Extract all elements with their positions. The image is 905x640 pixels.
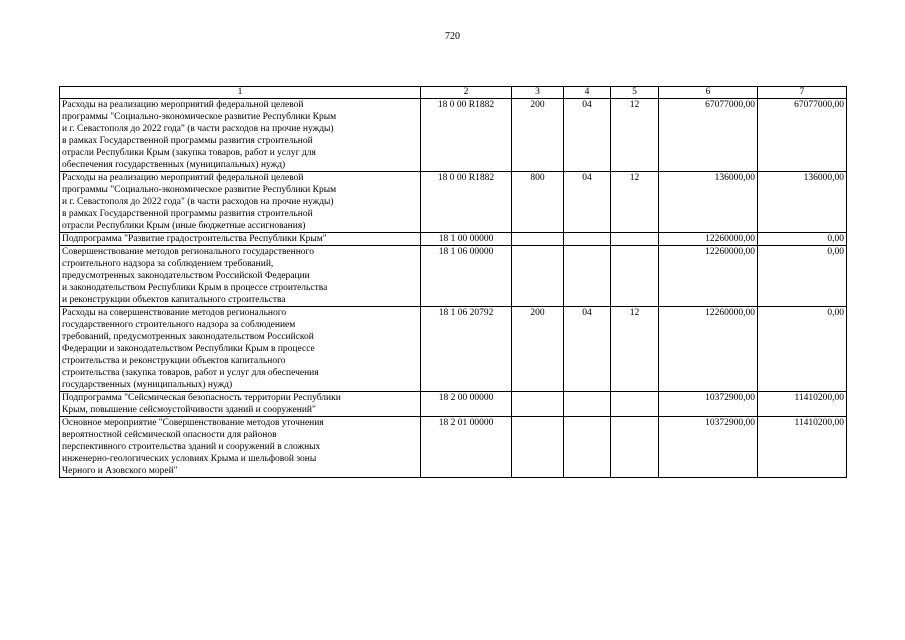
row-subsection: 12	[611, 99, 659, 172]
row-subsection	[611, 417, 659, 478]
row-name: Расходы на совершенствование методов регионального государственного строительного надзора за соблюдением требований, предусмотренных законодательством Российской Федерации и законодательством Республики Крым в процессе строительства и реконструкции объектов капитального строительства (закупка товаров, работ и услуг для обеспечения государственных (муниципальных) нужд)	[60, 307, 421, 392]
row-section	[564, 417, 611, 478]
row-section	[564, 392, 611, 417]
row-amount-col7: 0,00	[758, 233, 847, 246]
table-row	[60, 99, 847, 172]
row-name: Расходы на реализацию мероприятий федеральной целевой программы "Социально-экономическое развитие Республики Крым и г. Севастополя до 2022 года" (в части расходов на прочие нужды) в рамках Государственной программы развития строительной отрасли Республики Крым (иные бюджетные ассигнования)	[60, 172, 421, 233]
column-header: 6	[659, 87, 758, 99]
row-section: 04	[564, 307, 611, 392]
row-code: 18 1 00 00000	[421, 233, 512, 246]
row-name: Расходы на реализацию мероприятий федеральной целевой программы "Социально-экономическое развитие Республики Крым и г. Севастополя до 2022 года" (в части расходов на прочие нужды) в рамках Государственной программы развития строительной отрасли Республики Крым (закупка товаров, работ и услуг для обеспечения государственных (муниципальных) нужд)	[60, 99, 421, 172]
table-row	[60, 392, 847, 417]
row-code: 18 0 00 R1882	[421, 99, 512, 172]
row-amount-col6: 136000,00	[659, 172, 758, 233]
row-amount-col6: 10372900,00	[659, 417, 758, 478]
row-expense-type: 200	[512, 99, 564, 172]
column-header: 4	[564, 87, 611, 99]
row-amount-col6: 12260000,00	[659, 246, 758, 307]
row-expense-type: 200	[512, 307, 564, 392]
column-header: 1	[60, 87, 421, 99]
row-expense-type: 800	[512, 172, 564, 233]
table-header-row	[60, 87, 847, 99]
row-name: Совершенствование методов регионального государственного строительного надзора за соблюдением требований, предусмотренных законодательством Российской Федерации и законодательством Республики Крым в процессе строительства и реконструкции объектов капитального строительства	[60, 246, 421, 307]
row-amount-col7: 11410200,00	[758, 417, 847, 478]
column-header: 2	[421, 87, 512, 99]
row-section	[564, 246, 611, 307]
table-row	[60, 172, 847, 233]
row-subsection	[611, 233, 659, 246]
column-header: 3	[512, 87, 564, 99]
row-expense-type	[512, 233, 564, 246]
row-section: 04	[564, 172, 611, 233]
row-subsection	[611, 392, 659, 417]
table-row	[60, 233, 847, 246]
row-subsection: 12	[611, 172, 659, 233]
row-amount-col7: 11410200,00	[758, 392, 847, 417]
row-amount-col7: 0,00	[758, 307, 847, 392]
row-amount-col7: 136000,00	[758, 172, 847, 233]
row-code: 18 2 01 00000	[421, 417, 512, 478]
row-subsection	[611, 246, 659, 307]
page-number: 720	[445, 31, 460, 42]
row-expense-type	[512, 417, 564, 478]
table-row	[60, 417, 847, 478]
row-amount-col6: 10372900,00	[659, 392, 758, 417]
row-name: Подпрограмма "Сейсмическая безопасность территории Республики Крым, повышение сейсмоустойчивости зданий и сооружений"	[60, 392, 421, 417]
row-name: Основное мероприятие "Совершенствование методов уточнения вероятностной сейсмической опасности для районов перспективного строительства зданий и сооружений в сложных инженерно-геологических условиях Крыма и шельфовой зоны Черного и Азовского морей"	[60, 417, 421, 478]
row-expense-type	[512, 392, 564, 417]
column-header: 5	[611, 87, 659, 99]
row-amount-col7: 0,00	[758, 246, 847, 307]
table-row	[60, 307, 847, 392]
row-code: 18 1 06 20792	[421, 307, 512, 392]
table-row	[60, 246, 847, 307]
row-amount-col6: 12260000,00	[659, 233, 758, 246]
row-amount-col6: 67077000,00	[659, 99, 758, 172]
row-section	[564, 233, 611, 246]
row-amount-col6: 12260000,00	[659, 307, 758, 392]
row-code: 18 1 06 00000	[421, 246, 512, 307]
row-subsection: 12	[611, 307, 659, 392]
row-expense-type	[512, 246, 564, 307]
budget-table	[59, 86, 847, 478]
row-code: 18 2 00 00000	[421, 392, 512, 417]
row-code: 18 0 00 R1882	[421, 172, 512, 233]
row-amount-col7: 67077000,00	[758, 99, 847, 172]
row-section: 04	[564, 99, 611, 172]
row-name: Подпрограмма "Развитие градостроительства Республики Крым"	[60, 233, 421, 246]
column-header: 7	[758, 87, 847, 99]
